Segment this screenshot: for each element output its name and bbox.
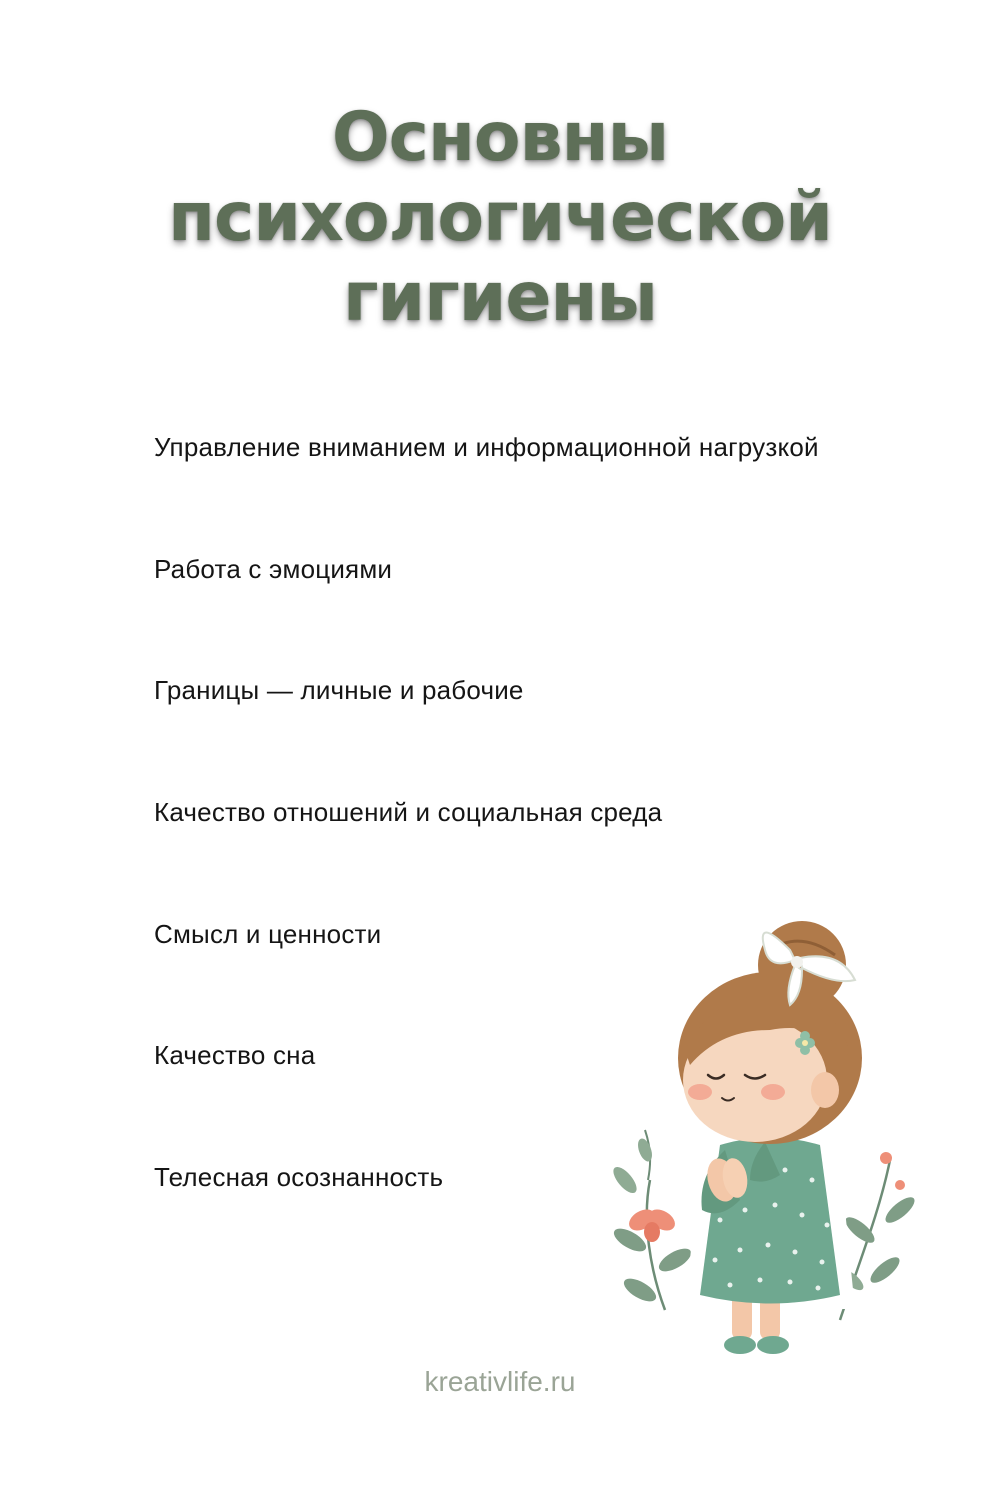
- site-watermark: kreativlife.ru: [424, 1366, 576, 1397]
- topic-item-sleep: Качество сна: [154, 1040, 316, 1071]
- title-line-3: гигиены: [343, 258, 657, 337]
- praying-girl-illustration: [590, 880, 930, 1380]
- title-line-2: психологической: [168, 178, 832, 257]
- topic-item-body: Телесная осознанность: [154, 1162, 444, 1193]
- left-flower-icon: [607, 1130, 696, 1310]
- topic-item-boundaries: Границы — личные и рабочие: [154, 675, 524, 706]
- topic-item-relationships: Качество отношений и социальная среда: [154, 797, 663, 828]
- topic-item-attention: Управление вниманием и информационной нагрузкой: [154, 432, 819, 462]
- title-line-1: Основны: [331, 98, 669, 177]
- page-title: [0, 98, 1000, 338]
- topic-item-emotions: Работа с эмоциями: [154, 553, 393, 584]
- topic-item-meaning: Смысл и ценности: [154, 918, 382, 949]
